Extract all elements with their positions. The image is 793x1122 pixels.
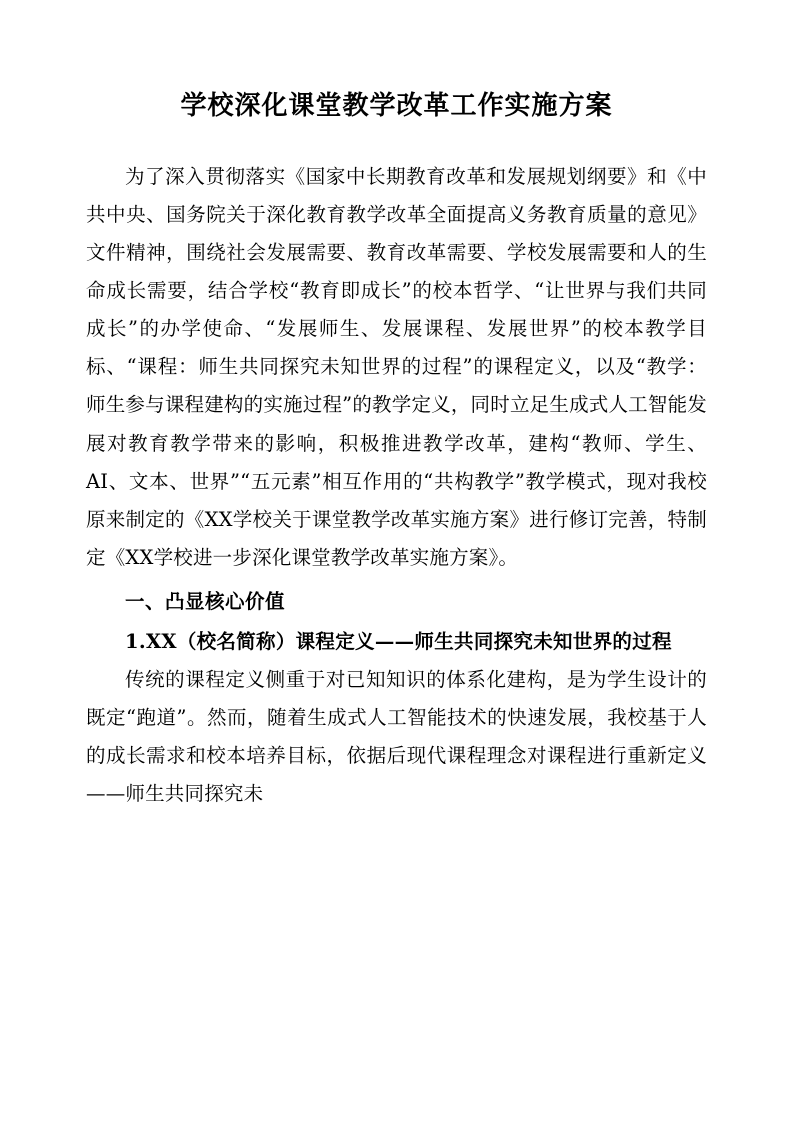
page-title: 学校深化课堂教学改革工作实施方案 — [180, 91, 613, 121]
section-heading-2: 1.XX（校名简称）课程定义——师生共同探究未知世界的过程 — [125, 629, 672, 653]
section-heading-1: 一、凸显核心价值 — [125, 589, 286, 613]
body-paragraph-2: 传统的课程定义侧重于对已知知识的体系化建构，是为学生设计的既定“跑道”。然而，随着生成式人工智能技术的快速发展，我校基于人的成长需求和校本培养目标，依据后现代课程理念对课程进行重新定义——师生共同探究未 — [86, 667, 707, 805]
body-paragraph-1: 为了深入贯彻落实《国家中长期教育改革和发展规划纲要》和《中共中央、国务院关于深化教育教学改革全面提高义务教育质量的意见》文件精神，围绕社会发展需要、教育改革需要、学校发展需要和人的生命成长需要，结合学校“教育即成长”的校本哲学、“让世界与我们共同成长”的办学使命、“发展师生、发展课程、发展世界”的校本教学目标、“课程：师生共同探究未知世界的过程”的课程定义，以及“教学：师生参与课程建构的实施过程”的教学定义，同时立足生成式人工智能发展对教育教学带来的影响，积极推进教学改革，建构“教师、学生、AI、文本、世界”“五元素”相互作用的“共构教学”教学模式，现对我校原来制定的《XX学校关于课堂教学改革实施方案》进行修订完善，特制定《XX学校进一步深化课堂教学改革实施方案》。 — [86, 165, 707, 569]
